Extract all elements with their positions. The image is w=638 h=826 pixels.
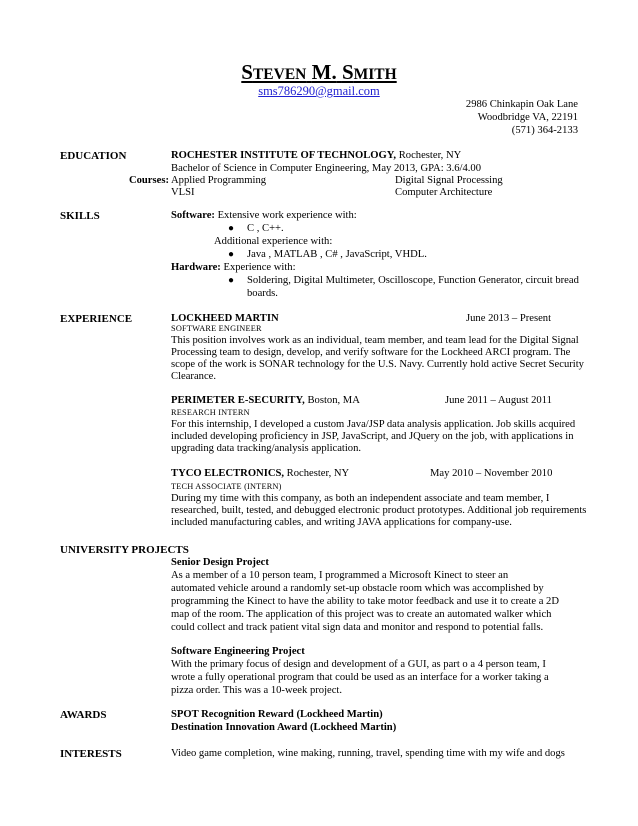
additional-skills-intro: Additional experience with: xyxy=(214,236,333,247)
email-link[interactable]: sms786290@gmail.com xyxy=(258,84,380,98)
project-description-line: map of the room. The application of this project was to create an automated walker which xyxy=(171,609,552,620)
course-item: Digital Signal Processing xyxy=(395,175,503,186)
education-school: ROCHESTER INSTITUTE OF TECHNOLOGY, Rochester, NY xyxy=(171,150,462,161)
job-company: PERIMETER E-SECURITY, Boston, MA xyxy=(171,395,360,406)
project-title: Software Engineering Project xyxy=(171,646,305,657)
job-description-line: researched, built, tested, and debugged electronic product prototypes. Additional job requirements xyxy=(171,505,587,516)
job-description-line: scope of the work is SONAR technology for the U.S. Navy. Currently hold active Secret Security xyxy=(171,359,584,370)
skills-heading: SKILLS xyxy=(60,210,100,222)
bullet-icon: ● xyxy=(228,249,235,260)
project-description-line: pizza order. This was a 10-week project. xyxy=(171,685,343,696)
job-dates: May 2010 – November 2010 xyxy=(430,468,553,479)
software-additional-list: Java , MATLAB , C# , JavaScript, VHDL. xyxy=(247,249,427,260)
job-dates: June 2013 – Present xyxy=(466,313,552,324)
software-skills-intro: Software: Extensive work experience with: xyxy=(171,210,357,221)
address-line-1: 2986 Chinkapin Oak Lane xyxy=(465,99,578,110)
job-title: TECH ASSOCIATE (INTERN) xyxy=(171,482,282,491)
job-description-line: Clearance. xyxy=(171,371,216,382)
awards-heading: AWARDS xyxy=(60,709,107,721)
job-company: TYCO ELECTRONICS, Rochester, NY xyxy=(171,468,350,479)
interests-text: Video game completion, wine making, running, travel, spending time with my wife and dogs xyxy=(171,748,565,759)
education-degree: Bachelor of Science in Computer Engineering, May 2013, GPA: 3.6/4.00 xyxy=(171,163,482,174)
software-main-list: C , C++. xyxy=(247,223,284,234)
project-description-line: could collect and track patient vital sign data and monitor and respond to potential falls. xyxy=(171,622,544,633)
job-description-line: included developing proficiency in JSP, JavaScript, and JQuery on the job, with applications in xyxy=(171,431,574,442)
award-item: Destination Innovation Award (Lockheed Martin) xyxy=(171,722,397,733)
job-title: SOFTWARE ENGINEER xyxy=(171,324,262,333)
job-description-line: Processing team to design, develop, and verify software for the Lockheed ARCI program. The xyxy=(171,347,571,358)
hardware-skills-intro: Hardware: Experience with: xyxy=(171,262,296,273)
interests-heading: INTERESTS xyxy=(60,748,122,760)
job-description-line: During my time with this company, as both an independent associate and team member, I xyxy=(171,493,550,504)
award-item: SPOT Recognition Reward (Lockheed Martin) xyxy=(171,709,383,720)
address-line-2: Woodbridge VA, 22191 xyxy=(477,112,578,123)
experience-heading: EXPERIENCE xyxy=(60,313,133,325)
job-description-line: upgrading data tracking/analysis application. xyxy=(171,443,362,454)
project-description-line: wrote a fully operational program that could be used as an interface for a worker taking a xyxy=(171,672,549,683)
job-title: RESEARCH INTERN xyxy=(171,408,250,417)
job-description-line: For this internship, I developed a custom Java/JSP data analysis application. Job skills acquired xyxy=(171,419,576,430)
phone-number: (571) 364-2133 xyxy=(511,125,578,136)
project-description-line: With the primary focus of design and development of a GUI, as part o a 4 person team, I xyxy=(171,659,546,670)
resume-name: STEVEN M. SMITH xyxy=(241,60,397,84)
course-item: Applied Programming xyxy=(171,175,267,186)
project-title: Senior Design Project xyxy=(171,557,269,568)
bullet-icon: ● xyxy=(228,223,235,234)
course-item: VLSI xyxy=(171,187,195,198)
job-description-line: This position involves work as an individual, team member, and team lead for the Digital Signal xyxy=(171,335,579,346)
bullet-icon: ● xyxy=(228,275,235,286)
projects-heading: UNIVERSITY PROJECTS xyxy=(60,544,189,556)
job-description-line: included manufacturing cables, and writing JAVA applications for company-use. xyxy=(171,517,512,528)
course-item: Computer Architecture xyxy=(395,187,493,198)
job-dates: June 2011 – August 2011 xyxy=(445,395,552,406)
education-heading: EDUCATION xyxy=(60,150,127,162)
project-description-line: programming the Kinect to have the ability to take motor feedback and use it to create a 2D xyxy=(171,596,560,607)
hardware-list: boards. xyxy=(247,288,278,299)
hardware-list: Soldering, Digital Multimeter, Oscilloscope, Function Generator, circuit bread xyxy=(247,275,579,286)
project-description-line: As a member of a 10 person team, I programmed a Microsoft Kinect to steer an xyxy=(171,570,509,581)
courses-label: Courses: xyxy=(128,175,169,186)
project-description-line: automated vehicle around a randomly set-up obstacle room which was accomplished by xyxy=(171,583,544,594)
job-company: LOCKHEED MARTIN xyxy=(171,313,279,324)
